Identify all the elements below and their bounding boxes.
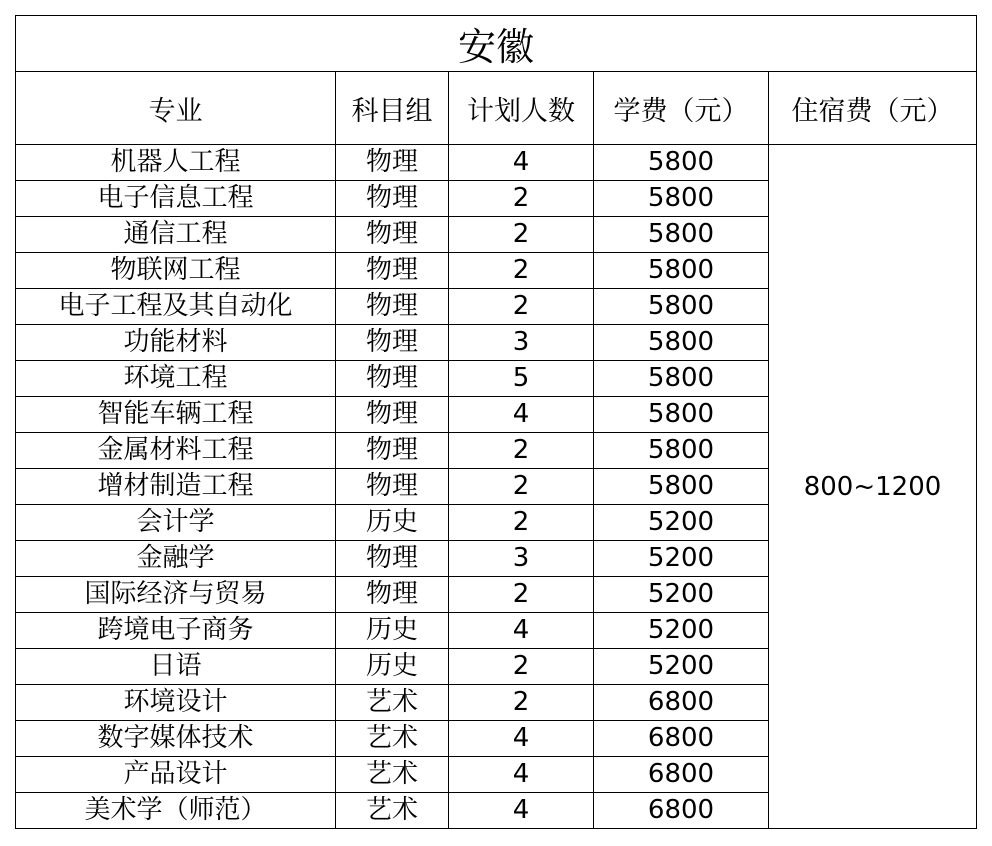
plan-count-cell: 3 (449, 541, 594, 577)
tuition-cell: 5200 (594, 505, 769, 541)
plan-count-cell: 5 (449, 361, 594, 397)
subject-group-cell: 历史 (336, 505, 449, 541)
plan-count-cell: 4 (449, 793, 594, 829)
major-cell: 美术学（师范） (16, 793, 336, 829)
subject-group-cell: 物理 (336, 181, 449, 217)
table-title: 安徽 (16, 16, 977, 72)
tuition-cell: 5800 (594, 289, 769, 325)
major-cell: 金属材料工程 (16, 433, 336, 469)
plan-count-cell: 2 (449, 181, 594, 217)
plan-count-cell: 2 (449, 469, 594, 505)
subject-group-cell: 物理 (336, 397, 449, 433)
major-cell: 物联网工程 (16, 253, 336, 289)
subject-group-cell: 艺术 (336, 685, 449, 721)
subject-group-cell: 物理 (336, 433, 449, 469)
header-accommodation: 住宿费（元） (769, 72, 977, 145)
tuition-cell: 5200 (594, 541, 769, 577)
header-row (16, 72, 977, 145)
subject-group-cell: 物理 (336, 361, 449, 397)
major-cell: 产品设计 (16, 757, 336, 793)
major-cell: 国际经济与贸易 (16, 577, 336, 613)
subject-group-cell: 物理 (336, 325, 449, 361)
header-tuition: 学费（元） (594, 72, 769, 145)
major-cell: 增材制造工程 (16, 469, 336, 505)
subject-group-cell: 物理 (336, 541, 449, 577)
subject-group-cell: 物理 (336, 289, 449, 325)
tuition-cell: 5800 (594, 361, 769, 397)
major-cell: 金融学 (16, 541, 336, 577)
subject-group-cell: 物理 (336, 145, 449, 181)
plan-count-cell: 2 (449, 217, 594, 253)
plan-count-cell: 4 (449, 721, 594, 757)
header-major: 专业 (16, 72, 336, 145)
plan-count-cell: 4 (449, 613, 594, 649)
plan-count-cell: 2 (449, 577, 594, 613)
subject-group-cell: 历史 (336, 613, 449, 649)
header-subject-group: 科目组 (336, 72, 449, 145)
major-cell: 智能车辆工程 (16, 397, 336, 433)
tuition-cell: 6800 (594, 685, 769, 721)
subject-group-cell: 艺术 (336, 757, 449, 793)
major-cell: 会计学 (16, 505, 336, 541)
plan-count-cell: 4 (449, 145, 594, 181)
tuition-cell: 5800 (594, 217, 769, 253)
header-plan-count: 计划人数 (449, 72, 594, 145)
plan-count-cell: 2 (449, 685, 594, 721)
subject-group-cell: 物理 (336, 253, 449, 289)
major-cell: 数字媒体技术 (16, 721, 336, 757)
plan-count-cell: 2 (449, 289, 594, 325)
plan-count-cell: 3 (449, 325, 594, 361)
plan-count-cell: 4 (449, 397, 594, 433)
tuition-cell: 6800 (594, 721, 769, 757)
tuition-cell: 5800 (594, 433, 769, 469)
subject-group-cell: 物理 (336, 577, 449, 613)
plan-count-cell: 4 (449, 757, 594, 793)
subject-group-cell: 历史 (336, 649, 449, 685)
major-cell: 电子信息工程 (16, 181, 336, 217)
table-row (16, 145, 977, 181)
tuition-cell: 5800 (594, 397, 769, 433)
major-cell: 环境设计 (16, 685, 336, 721)
tuition-cell: 5800 (594, 145, 769, 181)
tuition-cell: 5200 (594, 649, 769, 685)
tuition-cell: 5800 (594, 469, 769, 505)
subject-group-cell: 艺术 (336, 793, 449, 829)
tuition-cell: 6800 (594, 793, 769, 829)
plan-count-cell: 2 (449, 505, 594, 541)
major-cell: 跨境电子商务 (16, 613, 336, 649)
tuition-cell: 6800 (594, 757, 769, 793)
plan-count-cell: 2 (449, 649, 594, 685)
plan-count-cell: 2 (449, 253, 594, 289)
accommodation-fee-cell: 800~1200 (769, 145, 977, 829)
major-cell: 电子工程及其自动化 (16, 289, 336, 325)
plan-count-cell: 2 (449, 433, 594, 469)
tuition-cell: 5800 (594, 253, 769, 289)
admission-plan-table (15, 15, 977, 829)
tuition-cell: 5800 (594, 325, 769, 361)
subject-group-cell: 艺术 (336, 721, 449, 757)
tuition-cell: 5200 (594, 613, 769, 649)
major-cell: 环境工程 (16, 361, 336, 397)
tuition-cell: 5800 (594, 181, 769, 217)
major-cell: 通信工程 (16, 217, 336, 253)
title-row (16, 16, 977, 72)
tuition-cell: 5200 (594, 577, 769, 613)
subject-group-cell: 物理 (336, 217, 449, 253)
major-cell: 机器人工程 (16, 145, 336, 181)
major-cell: 日语 (16, 649, 336, 685)
major-cell: 功能材料 (16, 325, 336, 361)
subject-group-cell: 物理 (336, 469, 449, 505)
